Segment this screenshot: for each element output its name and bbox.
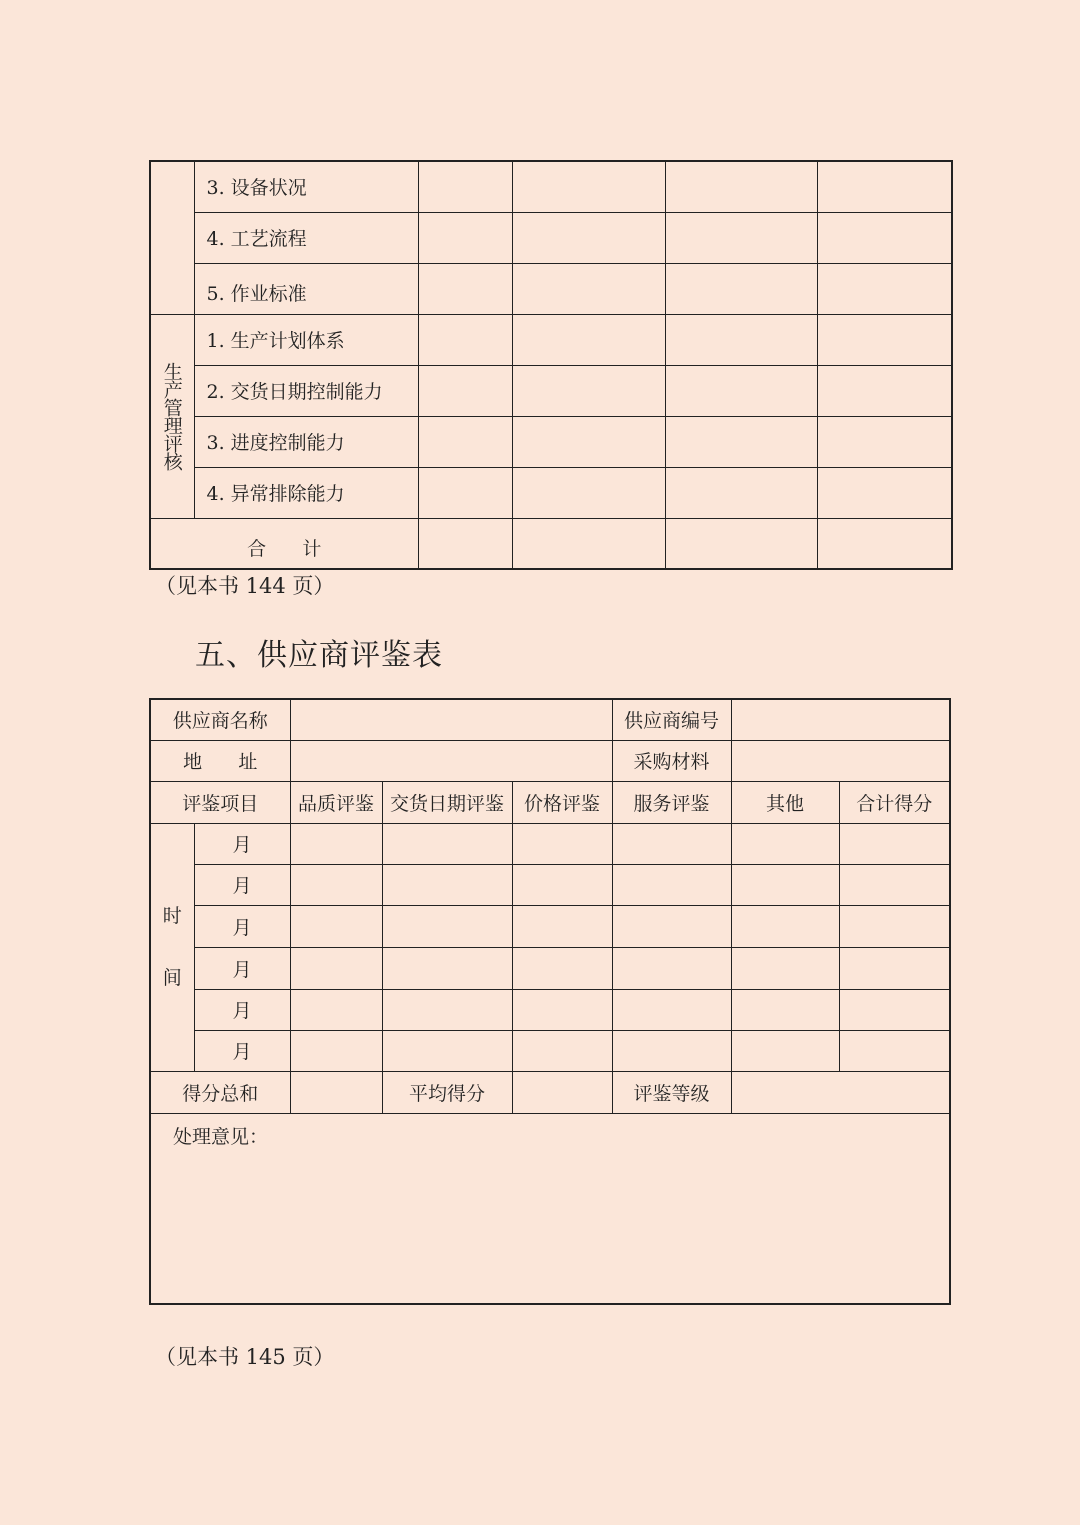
score-cell[interactable] xyxy=(612,1030,731,1071)
score-cell[interactable] xyxy=(731,905,839,947)
score-cell[interactable] xyxy=(512,365,665,416)
score-cell[interactable] xyxy=(418,161,512,212)
score-cell[interactable] xyxy=(839,947,950,989)
month-label: 月 xyxy=(194,905,290,947)
group-cell-empty xyxy=(150,161,194,314)
score-cell[interactable] xyxy=(731,989,839,1030)
item-progress: 3. 进度控制能力 xyxy=(194,416,418,467)
score-cell[interactable] xyxy=(290,947,382,989)
material-label: 采购材料 xyxy=(612,740,731,781)
avg-score-field[interactable] xyxy=(512,1071,612,1113)
supplier-evaluation-table xyxy=(149,698,951,1305)
score-cell[interactable] xyxy=(512,161,665,212)
header-delivery: 交货日期评鉴 xyxy=(382,781,512,823)
item-equipment: 3. 设备状况 xyxy=(194,161,418,212)
address-field[interactable] xyxy=(290,740,612,781)
score-cell[interactable] xyxy=(665,467,817,518)
address-label: 地 址 xyxy=(150,740,290,781)
grade-label: 评鉴等级 xyxy=(612,1071,731,1113)
score-cell[interactable] xyxy=(817,467,952,518)
month-label: 月 xyxy=(194,989,290,1030)
score-cell[interactable] xyxy=(512,518,665,569)
score-cell[interactable] xyxy=(817,416,952,467)
score-cell[interactable] xyxy=(512,467,665,518)
score-cell[interactable] xyxy=(290,1030,382,1071)
score-cell[interactable] xyxy=(290,864,382,905)
score-cell[interactable] xyxy=(665,212,817,263)
score-cell[interactable] xyxy=(418,416,512,467)
score-cell[interactable] xyxy=(512,314,665,365)
score-cell[interactable] xyxy=(512,263,665,314)
score-cell[interactable] xyxy=(382,1030,512,1071)
section-title: 五、供应商评鉴表 xyxy=(195,638,443,673)
score-cell[interactable] xyxy=(612,947,731,989)
header-price: 价格评鉴 xyxy=(512,781,612,823)
score-cell[interactable] xyxy=(839,823,950,864)
score-cell[interactable] xyxy=(418,365,512,416)
score-cell[interactable] xyxy=(290,989,382,1030)
score-cell[interactable] xyxy=(839,864,950,905)
score-cell[interactable] xyxy=(731,823,839,864)
score-cell[interactable] xyxy=(512,947,612,989)
score-cell[interactable] xyxy=(612,905,731,947)
supplier-no-field[interactable] xyxy=(731,699,950,740)
score-cell[interactable] xyxy=(512,864,612,905)
avg-score-label: 平均得分 xyxy=(382,1071,512,1113)
score-cell[interactable] xyxy=(612,989,731,1030)
score-cell[interactable] xyxy=(817,365,952,416)
score-cell[interactable] xyxy=(731,864,839,905)
score-cell[interactable] xyxy=(612,864,731,905)
time-label-2: 间 xyxy=(162,967,182,989)
score-sum-label: 得分总和 xyxy=(150,1071,290,1113)
score-cell[interactable] xyxy=(382,905,512,947)
score-cell[interactable] xyxy=(665,518,817,569)
time-label-1: 时 xyxy=(162,905,182,927)
score-cell[interactable] xyxy=(382,823,512,864)
item-plan: 1. 生产计划体系 xyxy=(194,314,418,365)
score-cell[interactable] xyxy=(512,905,612,947)
item-standard: 5. 作业标准 xyxy=(194,263,418,314)
score-cell[interactable] xyxy=(418,467,512,518)
total-label: 合 计 xyxy=(150,518,418,569)
score-cell[interactable] xyxy=(612,823,731,864)
score-cell[interactable] xyxy=(418,314,512,365)
score-cell[interactable] xyxy=(512,212,665,263)
opinion-field[interactable] xyxy=(150,1113,950,1304)
material-field[interactable] xyxy=(731,740,950,781)
header-quality: 品质评鉴 xyxy=(290,781,382,823)
page-reference-note: （见本书 144 页） xyxy=(155,574,335,598)
score-cell[interactable] xyxy=(731,1030,839,1071)
supplier-no-label: 供应商编号 xyxy=(612,699,731,740)
score-cell[interactable] xyxy=(665,365,817,416)
item-delivery: 2. 交货日期控制能力 xyxy=(194,365,418,416)
production-evaluation-table xyxy=(149,160,953,570)
score-cell[interactable] xyxy=(839,989,950,1030)
score-cell[interactable] xyxy=(665,161,817,212)
score-cell[interactable] xyxy=(817,263,952,314)
score-cell[interactable] xyxy=(665,263,817,314)
header-total-score: 合计得分 xyxy=(839,781,950,823)
score-cell[interactable] xyxy=(817,161,952,212)
score-cell[interactable] xyxy=(512,989,612,1030)
score-cell[interactable] xyxy=(512,1030,612,1071)
score-cell[interactable] xyxy=(839,1030,950,1071)
score-cell[interactable] xyxy=(665,416,817,467)
score-cell[interactable] xyxy=(731,947,839,989)
group-label-production: 生产管理评核 xyxy=(150,314,194,518)
score-cell[interactable] xyxy=(817,212,952,263)
score-cell[interactable] xyxy=(418,263,512,314)
opinion-label: 处理意见： xyxy=(173,1125,269,1148)
month-label: 月 xyxy=(194,823,290,864)
month-label: 月 xyxy=(194,1030,290,1071)
score-cell[interactable] xyxy=(817,518,952,569)
page-reference-note-2: （见本书 145 页） xyxy=(155,1345,335,1369)
supplier-name-label: 供应商名称 xyxy=(150,699,290,740)
score-cell[interactable] xyxy=(290,905,382,947)
item-process: 4. 工艺流程 xyxy=(194,212,418,263)
score-cell[interactable] xyxy=(418,212,512,263)
month-label: 月 xyxy=(194,864,290,905)
item-exception: 4. 异常排除能力 xyxy=(194,467,418,518)
score-cell[interactable] xyxy=(418,518,512,569)
score-cell[interactable] xyxy=(817,314,952,365)
score-cell[interactable] xyxy=(290,823,382,864)
score-cell[interactable] xyxy=(382,947,512,989)
score-cell[interactable] xyxy=(382,864,512,905)
header-eval-item: 评鉴项目 xyxy=(150,781,290,823)
grade-field[interactable] xyxy=(731,1071,950,1113)
header-other: 其他 xyxy=(731,781,839,823)
score-cell[interactable] xyxy=(382,989,512,1030)
time-label xyxy=(150,823,194,1071)
score-sum-field[interactable] xyxy=(290,1071,382,1113)
header-service: 服务评鉴 xyxy=(612,781,731,823)
score-cell[interactable] xyxy=(665,314,817,365)
supplier-name-field[interactable] xyxy=(290,699,612,740)
score-cell[interactable] xyxy=(512,416,665,467)
score-cell[interactable] xyxy=(512,823,612,864)
score-cell[interactable] xyxy=(839,905,950,947)
month-label: 月 xyxy=(194,947,290,989)
